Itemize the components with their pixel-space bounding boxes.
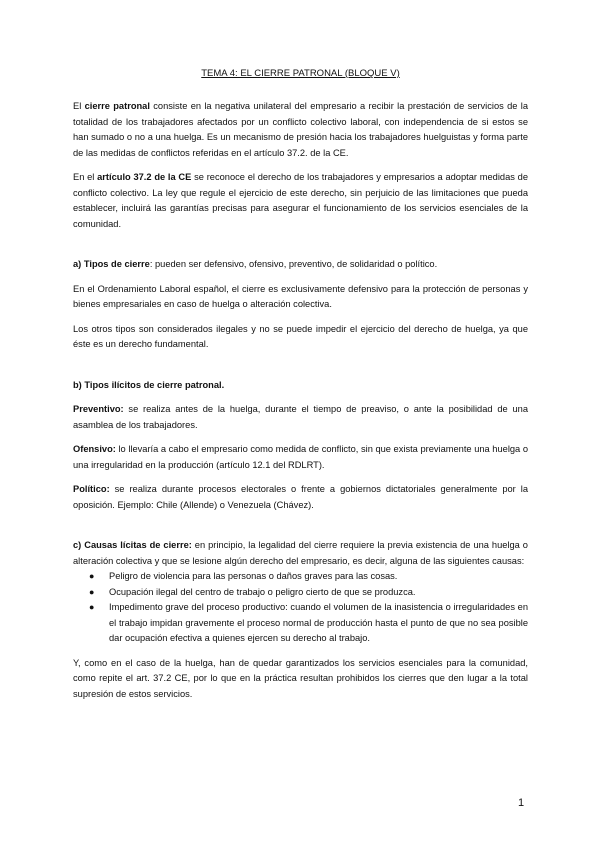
text-run: en principio, la legalidad del cierre requiere la previa existencia de una huelga o alteración colectiva y que se lesione algún derecho del empresario, es decir, alguna de las siguientes causas: [73,540,528,566]
bold-term: cierre patronal [84,101,150,111]
text-run: consiste en la negativa unilateral del empresario a recibir la prestación de servicios de la totalidad de los trabajadores afectados por un conflicto colectivo laboral, con independencia de si estos se han sumado o no a una huelga. Es un mecanismo de presión hacia los trabajadores huelguistas y forma parte de las medidas de conflictos referidas en el artículo 37.2. de la CE. [73,101,528,158]
bold-term: Político: [73,484,110,494]
text-run: se realiza antes de la huelga, durante el tiempo de preaviso, o ante la posibilidad de una asamblea de los trabajadores. [73,404,528,430]
bullet-icon: ● [89,602,95,612]
section-b-item-ofensivo [73,442,528,473]
section-b-item-politico [73,482,528,513]
section-heading: b) Tipos ilícitos de cierre patronal. [73,379,225,390]
bullet-icon: ● [89,586,95,597]
bold-term: Preventivo: [73,404,124,414]
text-run: se realiza durante procesos electorales o frente a gobiernos dictatoriales generalmente por la oposición. Ejemplo: Chile (Allende) o Venezuela (Chávez). [73,484,528,510]
text-run: El [73,101,85,111]
bold-term: Ofensivo: [73,444,116,454]
list-item [89,585,528,601]
list-item-text: Ocupación ilegal del centro de trabajo o peligro cierto de que se produzca. [109,586,416,597]
section-a-paragraph-1: En el Ordenamiento Laboral español, el cierre es exclusivamente defensivo para la protección de personas y bienes empresariales en caso de huelga o alteración colectiva. [73,283,528,309]
bullet-icon: ● [89,571,95,581]
list-item-text: Peligro de violencia para las personas o daños graves para las cosas. [109,571,398,581]
intro-paragraph-1 [73,99,528,161]
section-a-paragraph-2: Los otros tipos son considerados ilegales y no se puede impedir el ejercicio del derecho de huelga, ya que éste es un derecho fundamental. [73,323,528,349]
list-item [89,569,528,585]
page-number: 1 [518,797,525,809]
intro-paragraph-2 [73,170,528,232]
section-heading: c) Causas lícitas de cierre: [73,540,192,550]
page-title: TEMA 4: EL CIERRE PATRONAL (BLOQUE V) [201,68,400,79]
text-run: se reconoce el derecho de los trabajadores y empresarios a adoptar medidas de conflicto colectivo. La ley que regule el ejercicio de este derecho, sin perjuicio de las limitaciones que pueda establecer, incluirá las garantías precisas para asegurar el funcionamiento de los servicios esenciales de la comunidad. [73,172,528,229]
closing-paragraph: Y, como en el caso de la huelga, han de quedar garantizados los servicios esenciales para la comunidad, como repite el art. 37.2 CE, por lo que en la práctica resultan prohibidos los cierres que den lugar a la total supresión de estos servicios. [73,657,528,699]
page-content [73,68,528,702]
bold-term: artículo 37.2 de la CE [97,172,192,182]
text-run: En el [73,172,98,182]
section-c-intro [73,538,528,569]
causes-list [73,569,528,647]
section-a-heading [73,257,528,273]
section-b-heading [73,378,528,394]
text-run: : pueden ser defensivo, ofensivo, preventivo, de solidaridad o político. [149,259,438,269]
list-item [89,600,528,647]
text-run: lo llevaría a cabo el empresario como medida de conflicto, sin que exista previamente una huelga o una irregularidad en la producción (artículo 12.1 del RDLRT). [73,444,528,470]
section-heading: a) Tipos de cierre [73,259,150,269]
list-item-text: Impedimento grave del proceso productivo: cuando el volumen de la inasistencia o irregularidades en el trabajo impidan gravemente el proceso normal de producción hasta el punto de que no sea posible dar ocupación efectiva a quienes ejercen su derecho al trabajo. [109,602,528,643]
section-b-item-preventivo [73,402,528,433]
